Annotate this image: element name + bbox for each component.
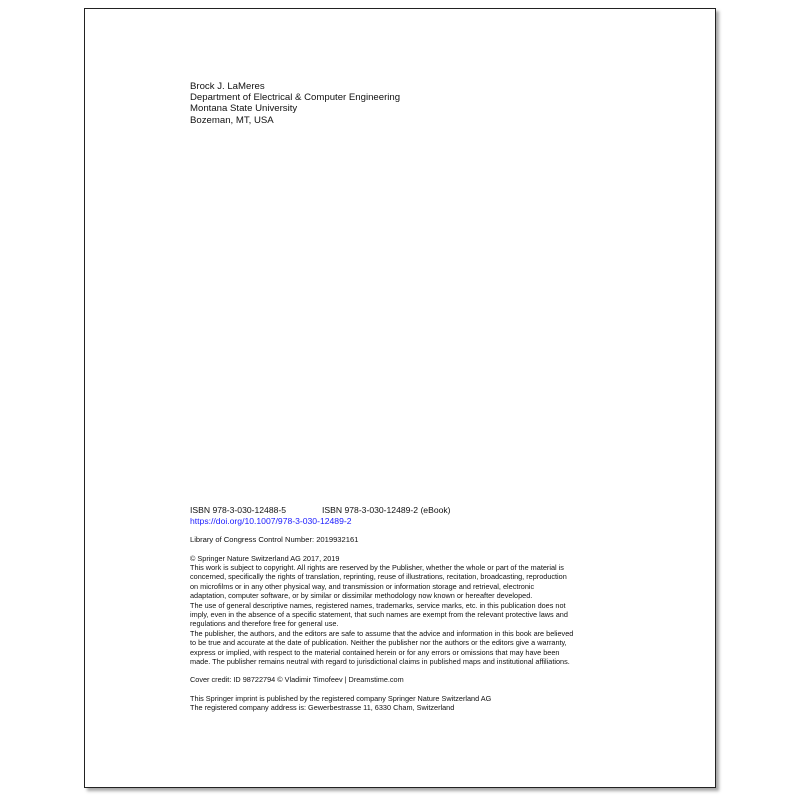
copyright-line: adaptation, computer software, or by similar or dissimilar methodology now known or hereafter developed. (190, 591, 533, 601)
author-address-block (190, 81, 400, 126)
author-name: Brock J. LaMeres (190, 81, 265, 92)
copyright-line: regulations and therefore free for general use. (190, 619, 339, 629)
copyright-line: made. The publisher remains neutral with regard to jurisdictional claims in published maps and institutional affiliations. (190, 657, 570, 667)
copyright-page-block (190, 505, 622, 713)
lccn: Library of Congress Control Number: 2019932161 (190, 535, 359, 545)
document-page (84, 8, 716, 788)
isbn-ebook: ISBN 978-3-030-12489-2 (eBook) (322, 505, 451, 515)
author-location: Bozeman, MT, USA (190, 114, 274, 126)
copyright-line: to be true and accurate at the date of publication. Neither the publisher nor the authors or the editors give a warranty, (190, 638, 567, 648)
imprint-line-2: The registered company address is: Gewerbestrasse 11, 6330 Cham, Switzerland (190, 703, 455, 713)
copyright-line: express or implied, with respect to the material contained herein or for any errors or omissions that may have been (190, 647, 560, 657)
copyright-line: imply, even in the absence of a specific statement, that such names are exempt from the relevant protective laws and (190, 610, 568, 620)
copyright-text (190, 563, 622, 666)
isbn-row (190, 505, 622, 516)
cover-credit: Cover credit: ID 98722794 © Vladimir Timofeev | Dreamstime.com (190, 675, 404, 685)
copyright-line: concerned, specifically the rights of translation, reprinting, reuse of illustrations, recitation, broadcasting, reproduction (190, 572, 567, 582)
author-department: Department of Electrical & Computer Engineering (190, 92, 401, 104)
copyright-line: This work is subject to copyright. All rights are reserved by the Publisher, whether the whole or part of the material is (190, 563, 564, 572)
imprint-line-1: This Springer imprint is published by the registered company Springer Nature Switzerland AG (190, 693, 492, 703)
doi-link[interactable]: https://doi.org/10.1007/978-3-030-12489-2 (190, 515, 352, 526)
isbn-print: ISBN 978-3-030-12488-5 (190, 505, 287, 515)
copyright-line: The use of general descriptive names, registered names, trademarks, service marks, etc. in this publication does not (190, 600, 566, 610)
author-university: Montana State University (190, 103, 298, 115)
copyright-line: on microfilms or in any other physical way, and transmission or information storage and retrieval, electronic (190, 581, 535, 591)
copyright-line: The publisher, the authors, and the editors are safe to assume that the advice and information in this book are believed (190, 628, 574, 638)
copyright-notice: © Springer Nature Switzerland AG 2017, 2019 (190, 553, 340, 563)
